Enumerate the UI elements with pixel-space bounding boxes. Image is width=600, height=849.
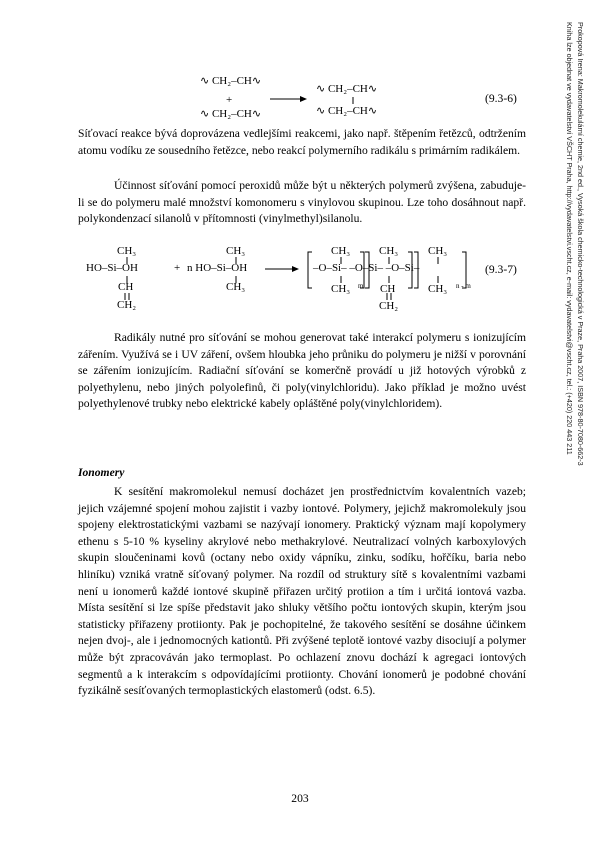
paragraph-radiation-crosslinking: Radikály nutné pro síťování se mohou generovat také interakcí polymeru s ionizujícím zářením. Využívá se i UV záření, ovšem hloubka jeho průniku do polymeru je nižší v porovnání se zářením ionizujícím. Radiační síťování se komerčně provádí u již hotových výrobků z polyethylenu, nebo jiných polyolefinů, či poly(vinylchloridu). Jako příklad je možno uvést polyethylenové trubky nebo elektrické kabely opláštěné poly(vinylchloridem). (78, 331, 526, 411)
eq2-p-top1: CH₃ (331, 245, 351, 257)
eq1-right-top: ∿ CH₂–CH∿ (316, 82, 378, 95)
eq2-m2-bottom: CH₃ (226, 281, 246, 293)
eq2-m2-top: CH₃ (226, 245, 246, 257)
eq2-p-top3: CH₃ (428, 245, 448, 257)
eq2-subscript-m: m (358, 282, 364, 290)
eq2-p-bottom3: CH₃ (428, 283, 448, 295)
eq1-left-bottom: ∿ CH₂–CH∿ (200, 107, 262, 120)
wavy-bond-icon: ∿ (200, 107, 210, 120)
paragraph-peroxide-efficiency: Účinnost síťování pomocí peroxidů může být u některých polymerů zvýšena, zabuduje-li se do polymeru malé množství komonomeru s vinylovou skupinou. Lze toho dosáhnout např. polykondenzací silanolů v přítomnosti (vinylmethyl)silanolu. (78, 179, 526, 226)
eq2-m2-main: n HO–Si–OH (187, 262, 248, 274)
eq2-m1-bottom2: CH₂ (117, 299, 137, 311)
wavy-bond-icon: ∿ (367, 104, 378, 117)
wavy-bond-icon: ∿ (251, 74, 262, 87)
eq2-m1-top: CH₃ (117, 245, 137, 257)
eq2-p-bottom1: CH₃ (331, 283, 351, 295)
eq2-m1-main: HO–Si–OH (86, 262, 138, 274)
eq2-p-bottom2: CH (380, 283, 396, 295)
eq2-plus: + (174, 262, 181, 274)
paragraph-side-reactions: Síťovací reakce bývá doprovázena vedlejšími reakcemi, jako např. štěpením řetězců, odtržením atomu vodíku ze sousedního řetězce, nebo reakcí polymerního radikálu s primárním radikálem. (78, 127, 526, 157)
wavy-bond-icon: ∿ (316, 104, 326, 117)
eq2-p-main: –O–Si– –O–Si– –O–Si– (313, 262, 420, 274)
eq1-plus: + (226, 94, 233, 106)
eq1-right-bottom: ∿ CH₂–CH∿ (316, 104, 378, 117)
equation-number: (9.3-7) (485, 263, 517, 276)
equation-number: (9.3-6) (485, 92, 517, 105)
wavy-bond-icon: ∿ (367, 82, 378, 95)
eq2-p-bottom2b: CH₂ (379, 300, 399, 312)
paragraph-ionomers: K sesítění makromolekul nemusí docházet jen prostřednictvím kovalentních vazeb; jejich vzájemné spojení mohou zajistit i vazby iontové. Polymery, jejichž makromolekuly jsou spojeny elektrostatickými vazbami se nazývají ionomery. Praktický význam mají kopolymery ethenu s 5-10 % kyseliny akrylové nebo methakrylové. Neutralizací volných karboxylových skupin sloučeninami kovů (octany nebo oxidy vápníku, zinku, sodíku, hořčíku, baria nebo hliníku) vzniká vratně síťovaný polymer. Na rozdíl od struktury sítě s kovalentními vazbami není u ionomerů každé iontové skupině přiřazen určitý protiion a tím i určitá iontová vazba. Místa sesítění si lze spíše představit jako shluky většího počtu iontových skupin, kterým jsou statisticky přiřazeny protiionty. Pak je pochopitelné, že takového sesítění se dosáhne účinkem nejen dvoj-, ale i jednomocných kationtů. Při zvýšené teplotě iontové vazby disociují a polymer může být zpracováván jako termoplast. Po ochlazení znovu dochází k agregaci iontových segmentů a k interakcím s odpovídajícími protiionty. Chování ionomerů je podobné chování fyzikálně sesíťovaných termoplastických elastomerů (odst. 6.5). (78, 485, 526, 698)
sidebar-order-info: Kniha lze objednat ve vydavatelství VŠCHT Praha, http://vydavatelstvi.vscht.cz, e-mail: vydavatelstvi@vscht.cz, tel.: (+420) 220 443 211 (565, 22, 574, 455)
section-heading-ionomery: Ionomery (78, 466, 125, 479)
sidebar-citation: Prokopová Irena: Makromolekulární chemie, 2nd ed., Vysoká škola chemicko-technologická v Praze, Praha 2007, ISBN 978-80-7080-662-3 (576, 22, 585, 466)
eq2-subscript-nm: n - m (456, 282, 471, 290)
wavy-bond-icon: ∿ (251, 107, 262, 120)
wavy-bond-icon: ∿ (316, 82, 326, 95)
eq2-p-top2: CH₃ (379, 245, 399, 257)
wavy-bond-icon: ∿ (200, 74, 210, 87)
eq2-m1-bottom: CH (118, 281, 134, 293)
page-number: 203 (291, 792, 309, 805)
eq1-left-top: ∿ CH₂–CH∿ (200, 74, 262, 87)
